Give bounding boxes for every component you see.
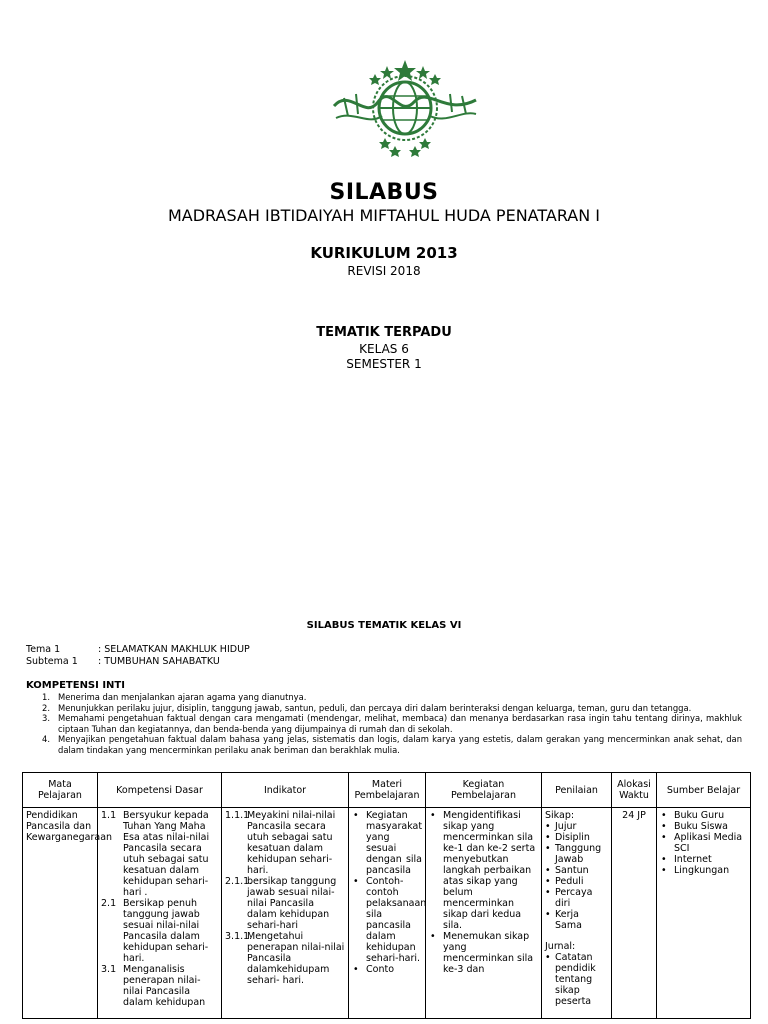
subject-title: TEMATIK TERPADU xyxy=(316,325,452,340)
tema-value: : SELAMATKAN MAKHLUK HIDUP xyxy=(98,644,250,655)
subtema-value: : TUMBUHAN SAHABATKU xyxy=(98,656,220,667)
sikap-label: Sikap: xyxy=(545,810,575,821)
sikap-item: • Percaya diri xyxy=(545,887,608,909)
materi-item: • Kegiatan masyarakat yang sesuai dengan sila pancasila xyxy=(352,810,422,876)
sumber-item: • Lingkungan xyxy=(660,865,747,876)
header-materi: Materi Pembelajaran xyxy=(349,773,426,808)
header-penilaian: Penilaian xyxy=(542,773,612,808)
cell-kegiatan xyxy=(426,808,542,1019)
nu-globe-emblem-icon xyxy=(330,58,480,158)
kegiatan-item: • Mengidentifikasi sikap yang mencerminkan sila ke-1 dan ke-2 serta menyebutkan langkah perbaikan atas sikap yang belum mencerminkan sikap dari kedua sila. xyxy=(429,810,538,931)
ki-title: KOMPETENSI INTI xyxy=(26,680,125,691)
cell-indikator xyxy=(222,808,349,1019)
curriculum-title: KURIKULUM 2013 xyxy=(310,244,458,262)
cell-sumber xyxy=(657,808,751,1019)
sikap-item: • Disiplin xyxy=(545,832,608,843)
tema-row xyxy=(26,644,250,655)
section-title: SILABUS TEMATIK KELAS VI xyxy=(306,620,462,631)
jurnal-label: Jurnal: xyxy=(545,941,576,952)
header-kegiatan: Kegiatan Pembelajaran xyxy=(426,773,542,808)
kd-item: 3.1 Menganalisis penerapan nilai-nilai Pancasila dalam kehidupan xyxy=(101,964,206,1008)
ki-item: 3. Memahami pengetahuan faktual dengan cara mengamati (mendengar, melihat, membaca) dan menanya berdasarkan rasa ingin tahu tentang dirinya, makhluk ciptaan Tuhan dan kegiatannya, dan benda-benda yang dijumpainya di rumah dan di sekolah. xyxy=(42,713,742,734)
materi-item: • Conto xyxy=(352,964,422,975)
header-alokasi: Alokasi Waktu xyxy=(612,773,657,808)
sikap-item: • Santun xyxy=(545,865,608,876)
header-indikator: Indikator xyxy=(222,773,349,808)
indikator-item: 2.1.1. bersikap tanggung jawab sesuai nilai- nilai Pancasila dalam kehidupan sehari-hari xyxy=(225,876,337,931)
sikap-item: • Kerja Sama xyxy=(545,909,608,931)
kegiatan-item: • Menemukan sikap yang mencerminkan sila ke-3 dan xyxy=(429,931,538,975)
cell-alokasi: 24 JP xyxy=(612,808,657,1019)
header-kd: Kompetensi Dasar xyxy=(98,773,222,808)
sikap-item: • Tanggung Jawab xyxy=(545,843,608,865)
ki-item: 1. Menerima dan menjalankan ajaran agama yang dianutnya. xyxy=(42,692,307,702)
cell-kd xyxy=(98,808,222,1019)
cell-penilaian xyxy=(542,808,612,1019)
table-header-row xyxy=(23,773,751,808)
sumber-item: • Buku Siswa xyxy=(660,821,747,832)
sikap-item: • Jujur xyxy=(545,821,608,832)
subtema-row xyxy=(26,656,220,667)
sumber-item: • Internet xyxy=(660,854,747,865)
kd-item: 2.1 Bersikap penuh tanggung jawab sesuai nilai-nilai Pancasila dalam kehidupan sehari-hari. xyxy=(101,898,209,964)
indikator-item: 1.1.1 Meyakini nilai-nilai Pancasila secara utuh sebagai satu kesatuan dalam kehidupan sehari-hari. xyxy=(225,810,336,876)
ki-list xyxy=(26,692,742,755)
syllabus-table xyxy=(22,772,751,1019)
ki-item: 4. Menyajikan pengetahuan faktual dalam bahasa yang jelas, sistematis dan logis, dalam karya yang estetis, dalam gerakan yang mencerminkan anak sehat, dan dalam tindakan yang mencerminkan perilaku anak beriman dan berakhlak mulia. xyxy=(42,734,742,755)
tema-label: Tema 1 xyxy=(26,644,61,655)
semester-label: SEMESTER 1 xyxy=(346,357,422,371)
cell-materi xyxy=(349,808,426,1019)
kd-item: 1.1 Bersyukur kepada Tuhan Yang Maha Esa atas nilai-nilai Pancasila secara utuh sebagai satu kesatuan dalam kehidupan sehari-hari . xyxy=(101,810,210,898)
header-sumber: Sumber Belajar xyxy=(657,773,751,808)
revision-label: REVISI 2018 xyxy=(347,264,421,278)
subtema-label: Subtema 1 xyxy=(26,656,78,667)
table-row xyxy=(23,808,751,1019)
grade-label: KELAS 6 xyxy=(359,342,409,356)
materi-item: • Contoh- contoh pelaksanaan sila pancasila dalam kehidupan sehari-hari. xyxy=(352,876,422,964)
header-mapel: Mata Pelajaran xyxy=(23,773,98,808)
page-title: SILABUS xyxy=(329,180,439,205)
sumber-item: • Aplikasi Media SCI xyxy=(660,832,747,854)
sumber-item: • Buku Guru xyxy=(660,810,747,821)
indikator-item: 3.1.1. Mengetahui penerapan nilai-nilai Pancasila dalamkehidupam sehari- hari. xyxy=(225,931,345,986)
cell-mapel: Pendidikan Pancasila dan Kewarganegaraan xyxy=(23,808,98,1019)
sikap-item: • Peduli xyxy=(545,876,608,887)
ki-item: 2. Menunjukkan perilaku jujur, disiplin, tanggung jawab, santun, peduli, dan percaya diri dalam berinteraksi dengan keluarga, teman, guru dan tetangga. xyxy=(42,702,692,713)
jurnal-item: • Catatan pendidik tentang sikap peserta xyxy=(545,952,608,1007)
school-name: MADRASAH IBTIDAIYAH MIFTAHUL HUDA PENATARAN I xyxy=(167,206,601,225)
